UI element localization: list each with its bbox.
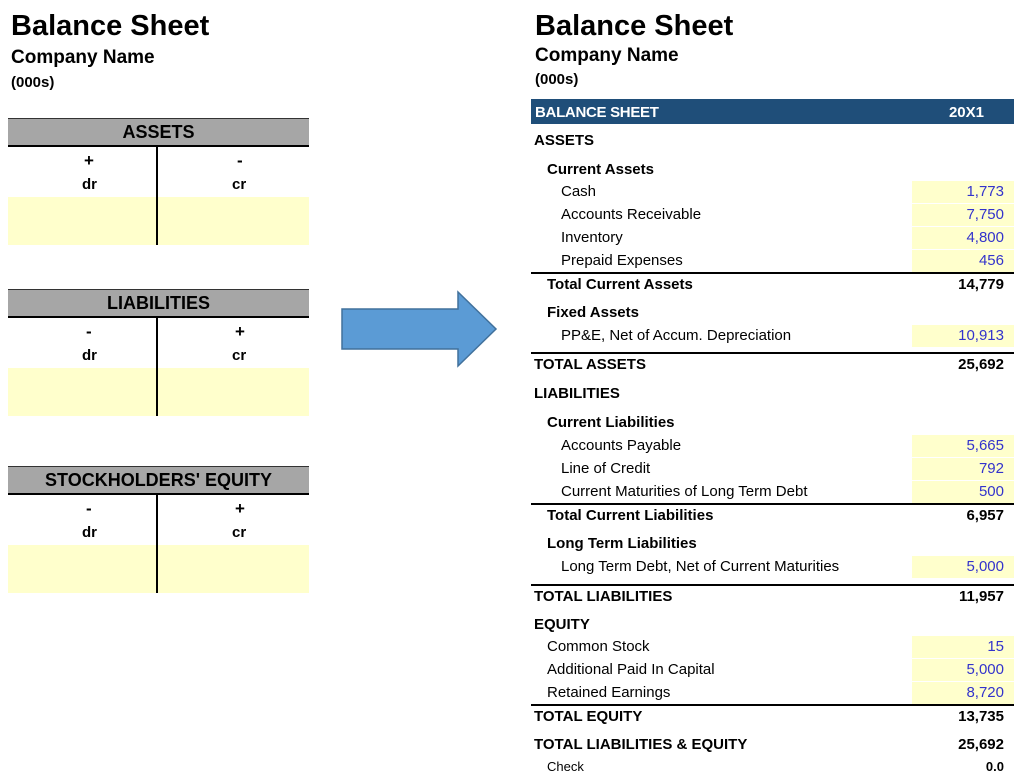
input-cell[interactable] [912,250,1014,272]
credit-label: cr [232,524,247,541]
section-assets [531,130,1014,152]
row-value: 792 [978,460,1004,477]
t-account-assets [8,118,309,245]
row-label: Cash [561,183,597,200]
row-total-current-liabilities [531,503,1014,527]
right-company-name: Company Name [535,45,679,66]
row-label: Prepaid Expenses [561,252,683,269]
subsection-label: Current Liabilities [547,414,675,431]
subsection-current-liabilities [531,412,1014,434]
row-long-term-debt [531,556,1014,578]
header-label: BALANCE SHEET [535,104,659,121]
credit-entry-cell[interactable] [158,545,309,593]
debit-sign: + [84,151,94,170]
credit-entry-cell[interactable] [158,368,309,416]
t-account-title: ASSETS [8,118,309,147]
section-liabilities [531,383,1014,405]
section-label: LIABILITIES [534,385,620,402]
row-value: 25,692 [958,736,1004,753]
row-label: Current Maturities of Long Term Debt [561,483,808,500]
row-label: Additional Paid In Capital [547,661,715,678]
subsection-label: Long Term Liabilities [547,535,697,552]
t-account-title: STOCKHOLDERS' EQUITY [8,466,309,495]
row-total-liabilities-equity [531,734,1014,756]
input-cell[interactable] [912,682,1014,704]
subsection-long-term-liabilities [531,533,1014,555]
subsection-current-assets [531,159,1014,181]
row-label: Accounts Payable [561,437,682,454]
row-line-of-credit [531,458,1014,480]
row-value: 13,735 [958,708,1004,725]
t-account-title: LIABILITIES [8,289,309,318]
t-account-liabilities [8,289,309,416]
row-label: Inventory [561,229,623,246]
row-label: TOTAL ASSETS [534,356,646,373]
input-cell[interactable] [912,204,1014,226]
row-value: 25,692 [958,356,1004,373]
row-value: 500 [978,483,1004,500]
row-label: Long Term Debt, Net of Current Maturities [561,558,840,575]
section-label: EQUITY [534,616,590,633]
row-check [531,757,1014,777]
row-cash [531,181,1014,203]
right-arrow-icon [340,290,498,368]
debit-label: dr [82,347,97,364]
row-label: TOTAL EQUITY [534,708,643,725]
row-value: 14,779 [958,276,1004,293]
debit-entry-cell[interactable] [8,197,156,245]
right-title: Balance Sheet [535,10,734,42]
row-current-maturities [531,481,1014,503]
row-total-assets [531,352,1014,376]
row-prepaid-expenses [531,250,1014,272]
debit-label: dr [82,176,97,193]
input-cell[interactable] [912,659,1014,681]
debit-sign: - [86,499,92,518]
input-cell[interactable] [912,481,1014,503]
left-title: Balance Sheet [11,10,210,42]
row-label: Total Current Liabilities [547,507,714,524]
input-cell[interactable] [912,325,1014,347]
input-cell[interactable] [912,227,1014,249]
row-label: TOTAL LIABILITIES [534,588,673,605]
row-value: 11,957 [958,588,1004,605]
balance-sheet-header [531,99,1014,124]
row-inventory [531,227,1014,249]
input-cell[interactable] [912,458,1014,480]
section-equity [531,614,1014,636]
subsection-fixed-assets [531,302,1014,324]
row-label: Retained Earnings [547,684,671,701]
debit-label: dr [82,524,97,541]
row-retained-earnings [531,682,1014,704]
row-value: 5,000 [966,661,1004,678]
row-label: Common Stock [547,638,650,655]
row-common-stock [531,636,1014,658]
row-ppe [531,325,1014,347]
row-value: 0.0 [985,759,1004,774]
row-label: Check [547,759,584,774]
row-value: 7,750 [966,206,1004,223]
left-company-name: Company Name [11,47,155,68]
row-label: Total Current Assets [547,276,693,293]
header-year: 20X1 [948,104,984,121]
row-value: 10,913 [958,327,1004,344]
subsection-label: Current Assets [547,161,654,178]
subsection-label: Fixed Assets [547,304,639,321]
row-total-liabilities [531,584,1014,608]
row-label: Accounts Receivable [561,206,702,223]
input-cell[interactable] [912,435,1014,457]
row-accounts-receivable [531,204,1014,226]
t-account-stockholders-equity [8,466,309,593]
credit-sign: - [237,151,243,170]
credit-entry-cell[interactable] [158,197,309,245]
row-total-current-assets [531,272,1014,296]
section-label: ASSETS [534,132,595,149]
row-value: 5,000 [966,558,1004,575]
row-label: PP&E, Net of Accum. Depreciation [561,327,792,344]
credit-label: cr [232,176,247,193]
row-label: TOTAL LIABILITIES & EQUITY [534,736,748,753]
input-cell[interactable] [912,556,1014,578]
row-total-equity [531,704,1014,728]
debit-entry-cell[interactable] [8,368,156,416]
credit-label: cr [232,347,247,364]
debit-sign: - [86,322,92,341]
input-cell[interactable] [912,636,1014,658]
row-value: 456 [978,252,1004,269]
row-value: 4,800 [966,229,1004,246]
input-cell[interactable] [912,181,1014,203]
row-value: 8,720 [966,684,1004,701]
debit-entry-cell[interactable] [8,545,156,593]
credit-sign: + [235,322,245,341]
left-units: (000s) [11,74,55,91]
row-accounts-payable [531,435,1014,457]
right-units: (000s) [535,71,579,88]
row-value: 6,957 [966,507,1004,524]
row-value: 15 [987,638,1004,655]
row-value: 5,665 [966,437,1004,454]
row-value: 1,773 [966,183,1004,200]
row-label: Line of Credit [561,460,651,477]
row-additional-paid-in-capital [531,659,1014,681]
credit-sign: + [235,499,245,518]
